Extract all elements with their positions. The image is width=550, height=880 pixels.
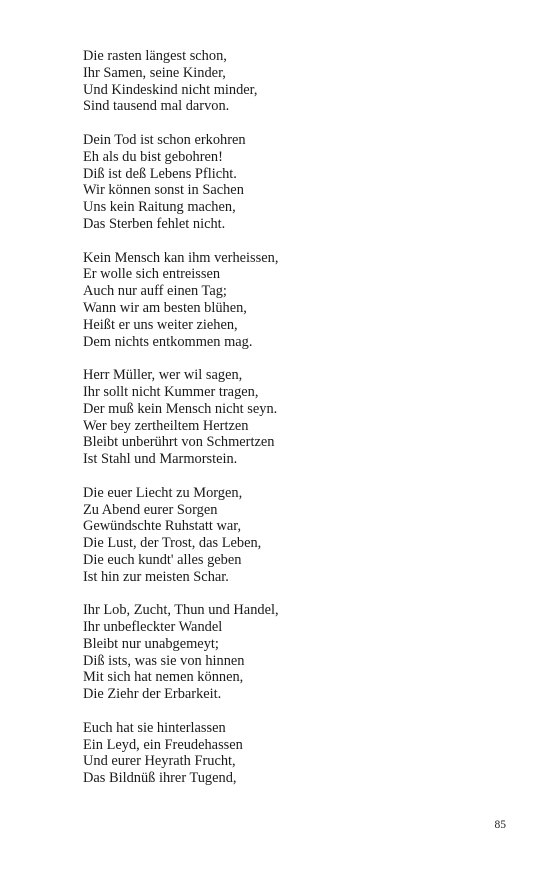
stanza (83, 602, 483, 703)
verse-line: Die rasten längest schon, (83, 48, 227, 64)
verse-line: Das Bildnüß ihrer Tugend, (83, 770, 237, 787)
verse-line: Die euer Liecht zu Morgen, (83, 484, 243, 501)
verse-line: Ihr unbefleckter Wandel (83, 619, 223, 636)
verse-line: Wir können sonst in Sachen (83, 182, 244, 199)
verse-line: Ihr Samen, seine Kinder, (83, 64, 226, 81)
verse-line: Wann wir am besten blühen, (83, 299, 247, 316)
verse-line: Der muß kein Mensch nicht seyn. (83, 400, 278, 417)
verse-line: Eh als du bist gebohren! (83, 148, 223, 165)
poem-text (83, 48, 483, 804)
verse-line: Ihr Lob, Zucht, Thun und Handel, (83, 602, 279, 619)
verse-line: Gewündschte Ruhstatt war, (83, 518, 242, 535)
stanza (83, 132, 483, 233)
stanza (83, 367, 483, 468)
verse-line: Uns kein Raitung machen, (83, 199, 236, 216)
verse-line: Auch nur auff einen Tag; (83, 283, 227, 300)
verse-line: Ihr sollt nicht Kummer tragen, (83, 383, 259, 400)
stanza (83, 250, 483, 351)
verse-line: Sind tausend mal darvon. (83, 98, 230, 115)
verse-line: Bleibt unberührt von Schmertzen (83, 434, 275, 451)
verse-line: Diß ists, was sie von hinnen (83, 652, 245, 669)
verse-line: Zu Abend eurer Sorgen (83, 501, 218, 518)
stanza (83, 485, 483, 586)
verse-line: Die euch kundt' alles geben (83, 551, 242, 568)
verse-line: Das Sterben fehlet nicht. (83, 215, 226, 232)
verse-line: Die Ziehr der Erbarkeit. (83, 686, 222, 703)
verse-line: Dem nichts entkommen mag. (83, 333, 253, 350)
verse-line: Euch hat sie hinterlassen (83, 719, 226, 736)
verse-line: Ist Stahl und Marmorstein. (83, 451, 238, 468)
verse-line: Mit sich hat nemen können, (83, 669, 244, 686)
verse-line: Herr Müller, wer wil sagen, (83, 367, 243, 384)
verse-line: Dein Tod ist schon erkohren (83, 131, 246, 148)
verse-line: Diß ist deß Lebens Pflicht. (83, 165, 237, 182)
stanza (83, 720, 483, 787)
verse-line: Ist hin zur meisten Schar. (83, 568, 229, 585)
verse-line: Ein Leyd, ein Freudehassen (83, 736, 243, 753)
verse-line: Und Kindeskind nicht minder, (83, 81, 258, 98)
page-number: 85 (494, 819, 506, 831)
verse-line: Kein Mensch kan ihm verheissen, (83, 249, 279, 266)
stanza (83, 48, 483, 115)
verse-line: Bleibt nur unabgemeyt; (83, 635, 219, 652)
verse-line: Wer bey zertheiltem Hertzen (83, 417, 249, 434)
verse-line: Die Lust, der Trost, das Leben, (83, 535, 262, 552)
verse-line: Und eurer Heyrath Frucht, (83, 753, 236, 770)
verse-line: Heißt er uns weiter ziehen, (83, 316, 238, 333)
verse-line: Er wolle sich entreissen (83, 266, 221, 283)
